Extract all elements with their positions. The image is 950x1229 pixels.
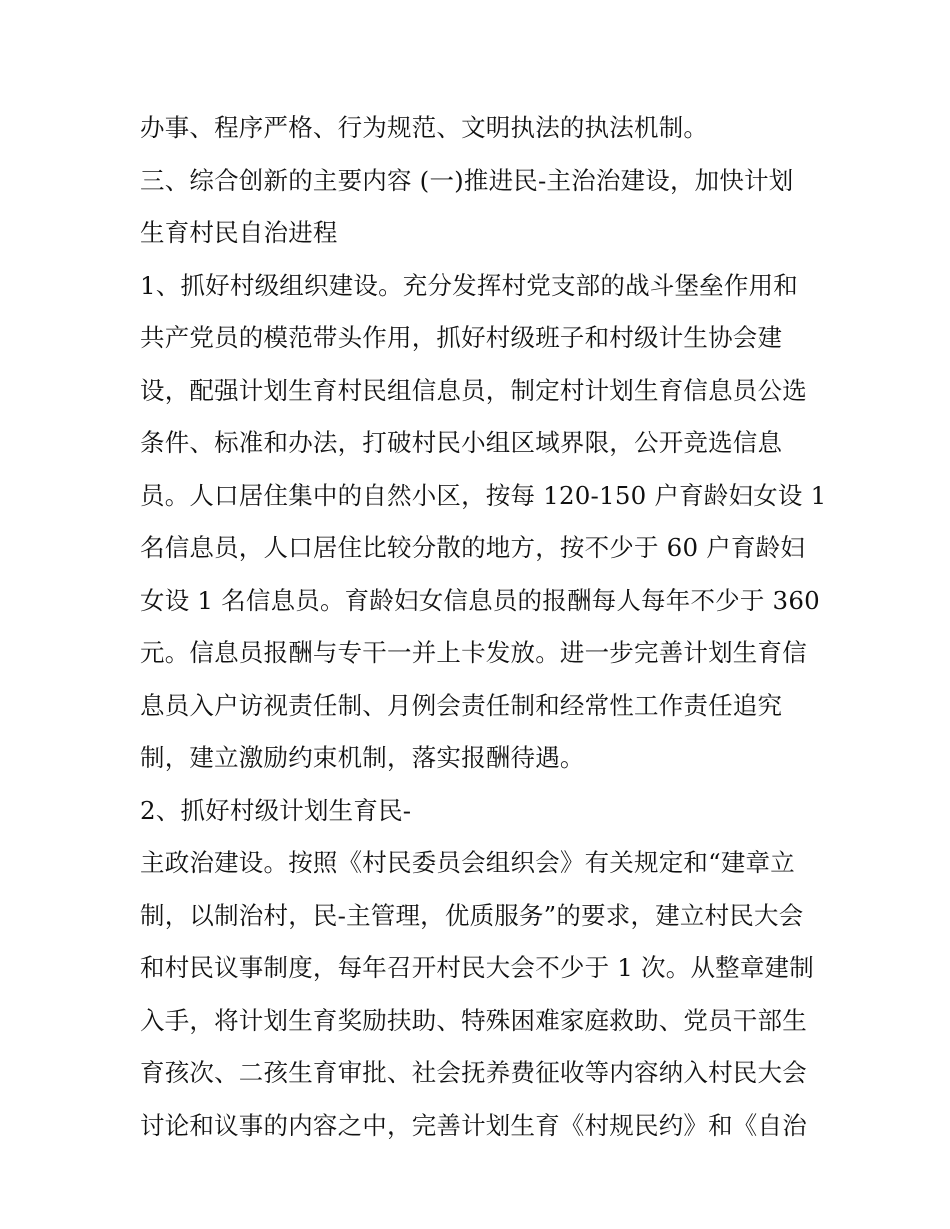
- text-line: 元。信息员报酬与专干一并上卡发放。进一步完善计划生育信: [140, 638, 807, 667]
- text-line: 条件、标准和办法，打破村民小组区域界限，公开竞选信息: [140, 428, 783, 457]
- text-line: 三、综合创新的主要内容 (一)推进民-主治治建设，加快计划: [140, 165, 794, 195]
- text-line: 讨论和议事的内容之中，完善计划生育《村规民约》和《自治: [140, 1110, 807, 1140]
- text-line: 和村民议事制度，每年召开村民大会不少于 1 次。从整章建制: [140, 953, 814, 982]
- text-line: 员。人口居住集中的自然小区，按每 120-150 户育龄妇女设 1: [140, 480, 827, 510]
- text-line: 入手，将计划生育奖励扶助、特殊困难家庭救助、党员干部生: [140, 1005, 807, 1035]
- text-line: 制，以制治村，民-主管理，优质服务”的要求，建立村民大会: [140, 900, 804, 930]
- text-line: 制，建立激励约束机制，落实报酬待遇。: [140, 743, 585, 772]
- text-line: 息员入户访视责任制、月例会责任制和经常性工作责任追究: [140, 690, 783, 720]
- text-line: 共产党员的模范带头作用，抓好村级班子和村级计生协会建: [140, 323, 783, 352]
- text-line: 女设 1 名信息员。育龄妇女信息员的报酬每人每年不少于 360: [140, 585, 820, 615]
- text-line: 主政治建设。按照《村民委员会组织会》有关规定和“建章立: [140, 848, 795, 877]
- text-line: 办事、程序严格、行为规范、文明执法的执法机制。: [140, 113, 709, 142]
- text-line: 2、抓好村级计划生育民-: [140, 795, 412, 825]
- document-body: [140, 102, 827, 1152]
- text-line: 生育村民自治进程: [140, 218, 338, 247]
- text-line: 设，配强计划生育村民组信息员，制定村计划生育信息员公选: [140, 375, 807, 405]
- text-line: 1、抓好村级组织建设。充分发挥村党支部的战斗堡垒作用和: [140, 270, 798, 300]
- text-line: 育孩次、二孩生育审批、社会抚养费征收等内容纳入村民大会: [140, 1058, 807, 1087]
- text-line: 名信息员，人口居住比较分散的地方，按不少于 60 户育龄妇: [140, 533, 806, 562]
